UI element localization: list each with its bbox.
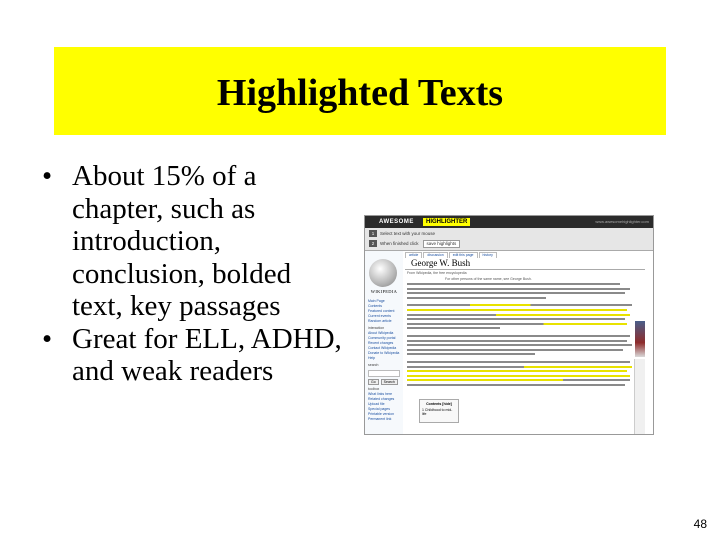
highlighter-toolbar [365,216,653,228]
sidebar-link[interactable]: What links here [368,392,393,396]
wiki-search-input[interactable] [368,370,400,377]
text-line [407,335,630,337]
sidebar-link[interactable]: Current events [368,314,391,318]
bullet-list [42,160,342,388]
tab-history[interactable]: history [479,252,497,258]
step-number: 1 [369,230,377,237]
highlighted-line [407,375,630,377]
bullet-item [42,160,342,323]
article-hatnote: For other persons of the same name, see George Bush. [445,277,532,281]
text-line [407,288,630,290]
bullet-item [42,323,342,388]
text-line [407,327,500,329]
text-line [407,297,546,299]
wikipedia-logo-text: WIKIPEDIA [370,289,398,294]
brand-label: AWESOME [379,219,414,225]
sidebar-heading: interaction [368,326,385,330]
sidebar-link[interactable]: About Wikipedia [368,331,394,335]
sidebar-link[interactable]: Donate to Wikipedia [368,351,400,355]
text-line [407,349,623,351]
article-title: George W. Bush [411,258,471,268]
sidebar-heading: toolbox [368,387,380,391]
portrait-image [635,321,645,357]
search-button[interactable]: Search [381,379,398,385]
tab-edit[interactable]: edit this page [449,252,478,258]
sidebar-links [368,299,402,422]
highlighted-line [407,314,630,316]
text-line [407,318,625,320]
highlighted-line [407,366,632,368]
sidebar-link[interactable]: Help [368,356,376,360]
save-highlights-button[interactable]: save highlights [423,240,461,248]
text-line [407,292,625,294]
sidebar-link[interactable]: Contents [368,304,383,308]
article-body [407,283,639,388]
text-line [407,384,625,386]
highlighter-screenshot [364,215,654,435]
step-number: 2 [369,240,377,247]
bullet-marker: • [42,160,53,192]
title-banner [54,47,666,135]
site-url: www.awesomehighlighter.com [595,219,649,224]
article-subtitle: From Wikipedia, the free encyclopedia [407,271,467,275]
sidebar-link[interactable]: Printable version [368,412,395,416]
tab-article[interactable]: article [405,252,422,258]
sidebar-heading: search [368,363,379,367]
instruction-steps [365,228,653,251]
toc-item[interactable]: 1 Childhood to mid-life [422,408,453,416]
sidebar-link[interactable]: Featured content [368,309,395,313]
step-text: Select text with your mouse [380,231,436,236]
bullet-text: About 15% of a chapter, such as introduction, conclusion, bolded text, key passages [72,160,292,322]
step-one [369,229,435,238]
text-line [407,340,627,342]
sidebar-link[interactable]: Contact Wikipedia [368,346,397,350]
go-button[interactable]: Go [368,379,379,385]
sidebar-link[interactable]: Random article [368,319,392,323]
page-number: 48 [693,517,707,531]
highlighted-line [407,309,627,311]
wiki-article [405,251,645,434]
sidebar-link[interactable]: Permanent link [368,417,392,421]
text-line [407,283,620,285]
sidebar-link[interactable]: Special pages [368,407,390,411]
text-line [407,361,630,363]
toc-title: Contents [hide] [426,402,452,406]
highlighted-line [407,370,627,372]
bullet-marker: • [42,322,53,355]
text-line [407,353,535,355]
highlighted-line [407,379,630,381]
highlighter-badge: HIGHLIGHTER [423,218,470,226]
sidebar-link[interactable]: Related changes [368,397,395,401]
sidebar-link[interactable]: Community portal [368,336,396,340]
wikipedia-globe-icon [369,259,397,287]
bullet-text: Great for ELL, ADHD, and weak readers [72,322,342,387]
wiki-sidebar [365,251,403,434]
sidebar-link[interactable]: Main Page [368,299,385,303]
step-two [369,239,460,248]
article-heading [405,258,645,270]
highlighted-line [407,323,627,325]
step-text: When finished click [380,241,419,246]
table-of-contents [419,399,459,423]
text-line [407,344,632,346]
sidebar-link[interactable]: Recent changes [368,341,394,345]
slide-title: Highlighted Texts [216,72,504,114]
highlighted-line [407,304,632,306]
sidebar-link[interactable]: Upload file [368,402,385,406]
infobox [634,359,645,435]
tab-discussion[interactable]: discussion [423,252,447,258]
